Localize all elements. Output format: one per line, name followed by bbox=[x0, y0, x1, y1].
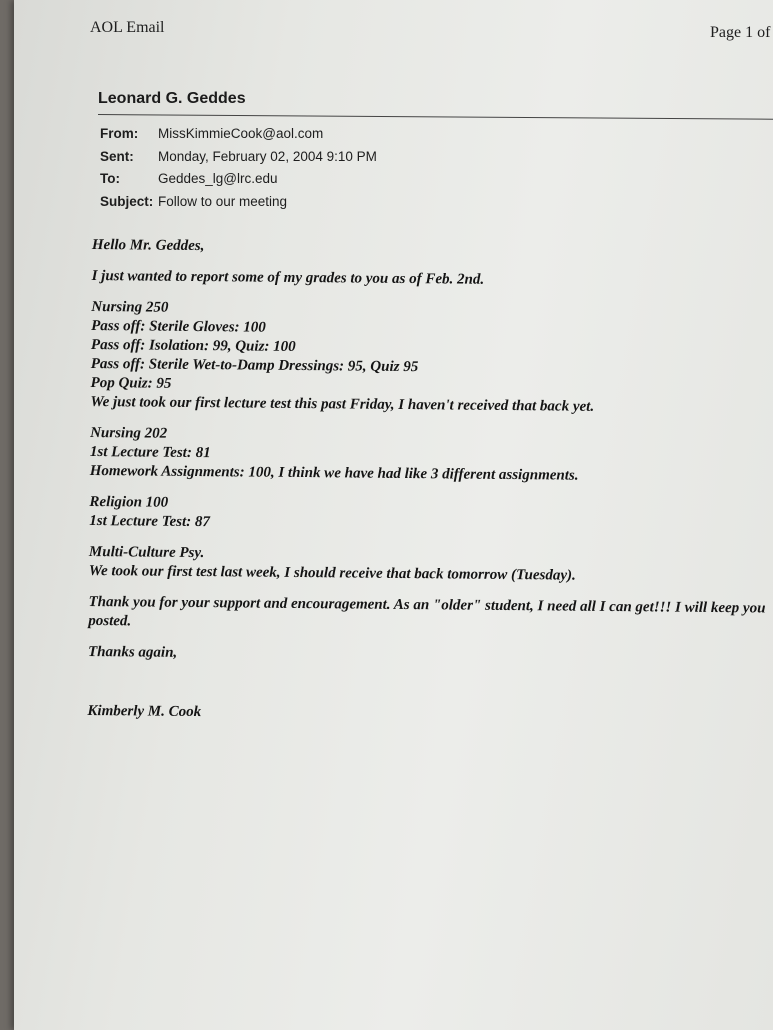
grade-line: Pass off: Sterile Gloves: 100 bbox=[91, 317, 266, 336]
grade-line: Pass off: Sterile Wet-to-Damp Dressings: 95, Quiz 95 bbox=[90, 355, 419, 376]
header-divider bbox=[98, 114, 773, 120]
grade-line: Pass off: Isolation: 99, Quiz: 100 bbox=[90, 336, 296, 355]
course-title: Nursing 250 bbox=[91, 298, 169, 316]
mailbox-owner-name: Leonard G. Geddes bbox=[98, 90, 246, 107]
course-title: Multi-Culture Psy. bbox=[88, 543, 205, 562]
grade-line: 1st Lecture Test: 87 bbox=[89, 512, 211, 531]
greeting: Hello Mr. Geddes, bbox=[91, 236, 205, 255]
course-title: Religion 100 bbox=[89, 493, 169, 511]
grade-line: Homework Assignments: 100, I think we have had like 3 different assignments. bbox=[89, 462, 579, 484]
from-row bbox=[100, 126, 377, 149]
email-header bbox=[100, 126, 377, 216]
signature: Kimberly M. Cook bbox=[87, 702, 202, 721]
grade-note: We took our first test last week, I should receive that back tomorrow (Tuesday). bbox=[88, 562, 576, 584]
subject-label: Subject: bbox=[100, 193, 154, 209]
print-header-title: AOL Email bbox=[90, 19, 165, 36]
subject-row bbox=[100, 194, 377, 217]
course-multi-culture-psy bbox=[89, 543, 769, 588]
subject-value: Follow to our meeting bbox=[158, 193, 288, 209]
course-nursing-202 bbox=[90, 424, 771, 488]
thanks-paragraph: Thank you for your support and encouragement. As an "older" student, I need all I can get!!! I will keep you posted. bbox=[88, 593, 766, 630]
email-body bbox=[87, 236, 772, 740]
grade-line: Pop Quiz: 95 bbox=[90, 374, 172, 392]
sent-value: Monday, February 02, 2004 9:10 PM bbox=[158, 148, 377, 164]
to-value: Geddes_lg@lrc.edu bbox=[158, 171, 278, 186]
grade-line: 1st Lecture Test: 81 bbox=[89, 443, 211, 462]
from-label: From: bbox=[100, 126, 139, 141]
course-religion-100 bbox=[89, 493, 769, 538]
from-value: MissKimmieCook@aol.com bbox=[158, 126, 324, 141]
to-row bbox=[100, 171, 377, 194]
to-label: To: bbox=[100, 171, 120, 186]
closing-line: Thanks again, bbox=[87, 643, 178, 661]
sent-row bbox=[100, 149, 377, 172]
sent-label: Sent: bbox=[100, 148, 134, 164]
printed-page bbox=[14, 0, 773, 1030]
grade-note: We just took our first lecture test this past Friday, I haven't received that back yet. bbox=[90, 393, 595, 415]
course-nursing-250 bbox=[90, 298, 771, 419]
course-title: Nursing 202 bbox=[90, 424, 168, 442]
intro-line: I just wanted to report some of my grades to you as of Feb. 2nd. bbox=[91, 267, 485, 288]
page-number: Page 1 of bbox=[710, 24, 771, 41]
